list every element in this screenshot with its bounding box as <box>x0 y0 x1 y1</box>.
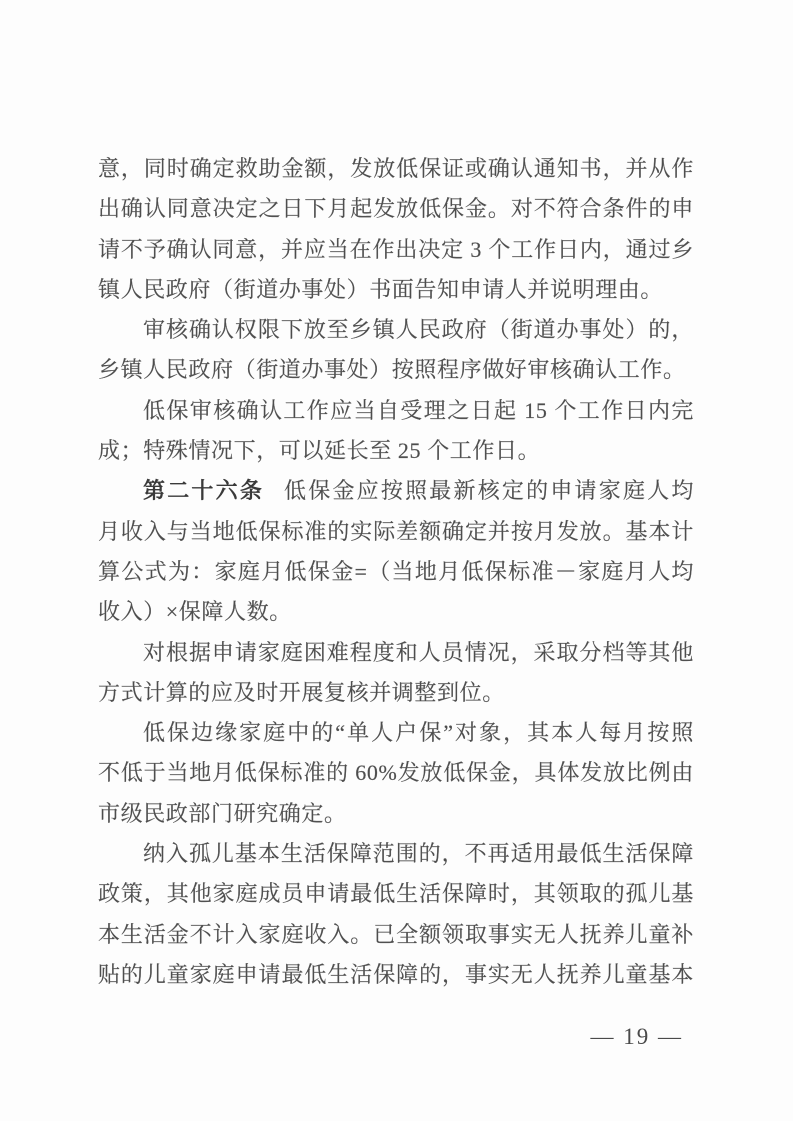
body-line: 纳入孤儿基本生活保障范围的，不再适用最低生活保障 <box>143 841 694 867</box>
body-line: 政策，其他家庭成员申请最低生活保障时，其领取的孤儿基 <box>98 881 694 907</box>
body-line: 成；特殊情况下，可以延长至 25 个工作日。 <box>98 438 541 464</box>
body-line: 镇人民政府（街道办事处）书面告知申请人并说明理由。 <box>98 276 664 302</box>
page-number: — 19 — <box>590 1024 683 1049</box>
body-line: 收入）×保障人数。 <box>98 599 292 625</box>
body-line: 方式计算的应及时开展复核并调整到位。 <box>98 679 505 705</box>
body-line: 市级民政部门研究确定。 <box>98 800 347 826</box>
body-line: 本生活金不计入家庭收入。已全额领取事实无人抚养儿童补 <box>98 921 694 947</box>
body-line: 低保边缘家庭中的“单人户保”对象，其本人每月按照 <box>143 720 694 746</box>
article-line <box>98 471 694 511</box>
body-line: 算公式为：家庭月低保金=（当地月低保标准－家庭月人均 <box>98 558 694 584</box>
article-number: 第二十六条 <box>143 478 265 504</box>
body-line: 对根据申请家庭困难程度和人员情况，采取分档等其他 <box>143 639 694 665</box>
body-line: 乡镇人民政府（街道办事处）按照程序做好审核确认工作。 <box>98 357 686 383</box>
body-line: 不低于当地月低保标准的 60%发放低保金，具体发放比例由 <box>98 760 694 786</box>
body-line: 月收入与当地低保标准的实际差额确定并按月发放。基本计 <box>98 518 694 544</box>
body-line: 低保审核确认工作应当自受理之日起 15 个工作日内完 <box>143 397 694 423</box>
document-body <box>98 149 694 995</box>
body-line: 请不予确认同意，并应当在作出决定 3 个工作日内，通过乡 <box>98 236 694 262</box>
body-line: 出确认同意决定之日下月起发放低保金。对不符合条件的申 <box>98 196 694 222</box>
article-text: 低保金应按照最新核定的申请家庭人均 <box>284 478 694 504</box>
body-line: 审核确认权限下放至乡镇人民政府（街道办事处）的， <box>143 317 694 343</box>
body-line: 贴的儿童家庭申请最低生活保障的，事实无人抚养儿童基本 <box>98 961 694 987</box>
body-line: 意，同时确定救助金额，发放低保证或确认通知书，并从作 <box>98 156 694 181</box>
